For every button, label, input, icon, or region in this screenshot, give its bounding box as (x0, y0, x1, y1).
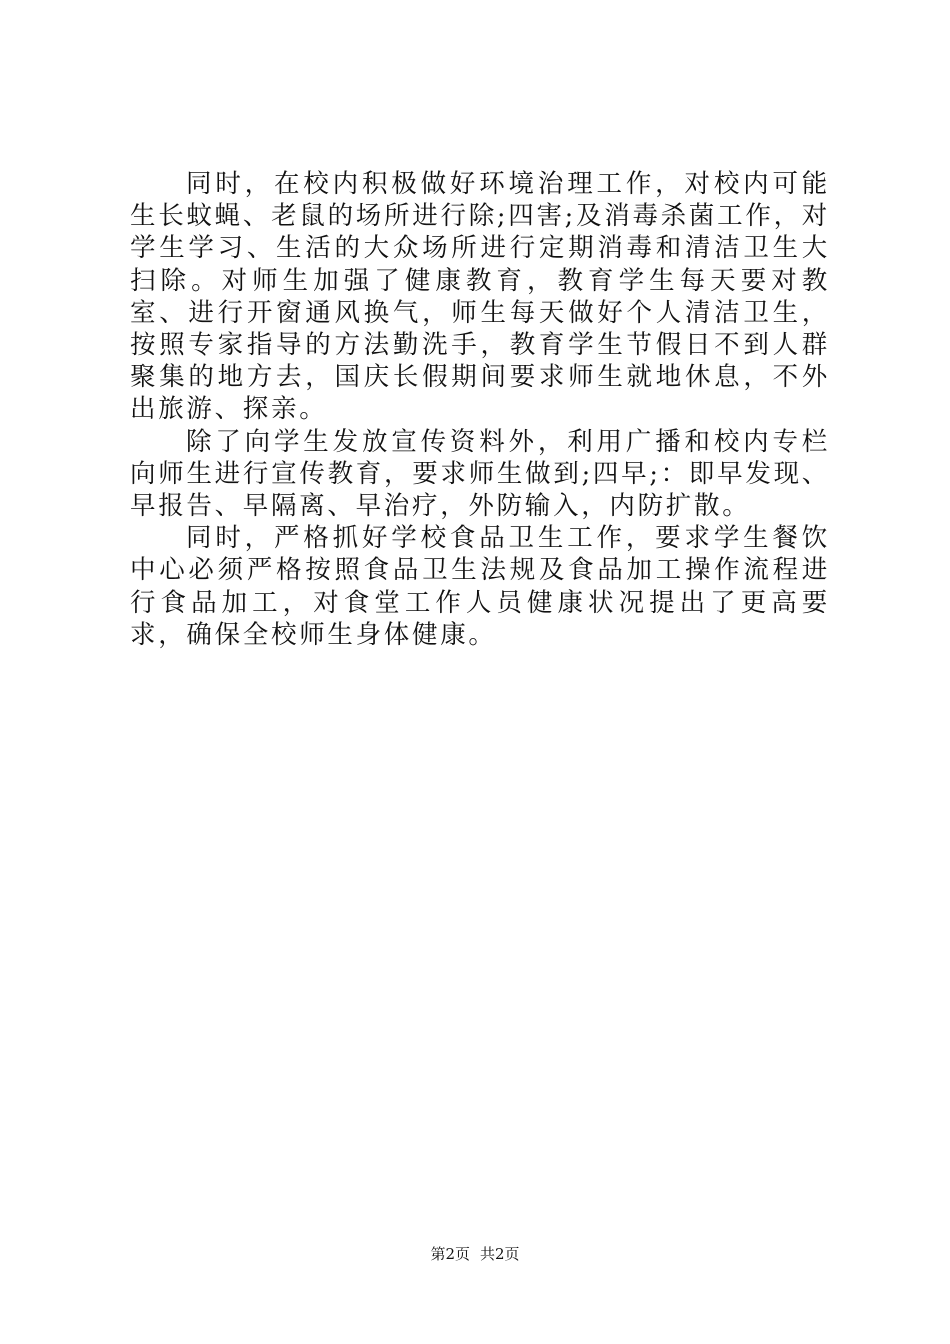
page-number: 第2页 (430, 1245, 470, 1263)
paragraph-publicity: 除了向学生发放宣传资料外，利用广播和校内专栏向师生进行宣传教育，要求师生做到;四早;：即早发现、早报告、早隔离、早治疗，外防输入，内防扩散。 (130, 426, 830, 522)
document-body (130, 168, 830, 651)
paragraph-environment: 同时，在校内积极做好环境治理工作，对校内可能生长蚊蝇、老鼠的场所进行除;四害;及消毒杀菌工作，对学生学习、生活的大众场所进行定期消毒和清洁卫生大扫除。对师生加强了健康教育，教育学生每天要对教室、进行开窗通风换气，师生每天做好个人清洁卫生，按照专家指导的方法勤洗手，教育学生节假日不到人群聚集的地方去，国庆长假期间要求师生就地休息，不外出旅游、探亲。 (130, 169, 830, 425)
page-total: 共2页 (480, 1245, 520, 1263)
paragraph-food-safety: 同时，严格抓好学校食品卫生工作，要求学生餐饮中心必须严格按照食品卫生法规及食品加工操作流程进行食品加工，对食堂工作人员健康状况提出了更高要求，确保全校师生身体健康。 (130, 523, 830, 650)
page-footer (0, 1244, 950, 1264)
